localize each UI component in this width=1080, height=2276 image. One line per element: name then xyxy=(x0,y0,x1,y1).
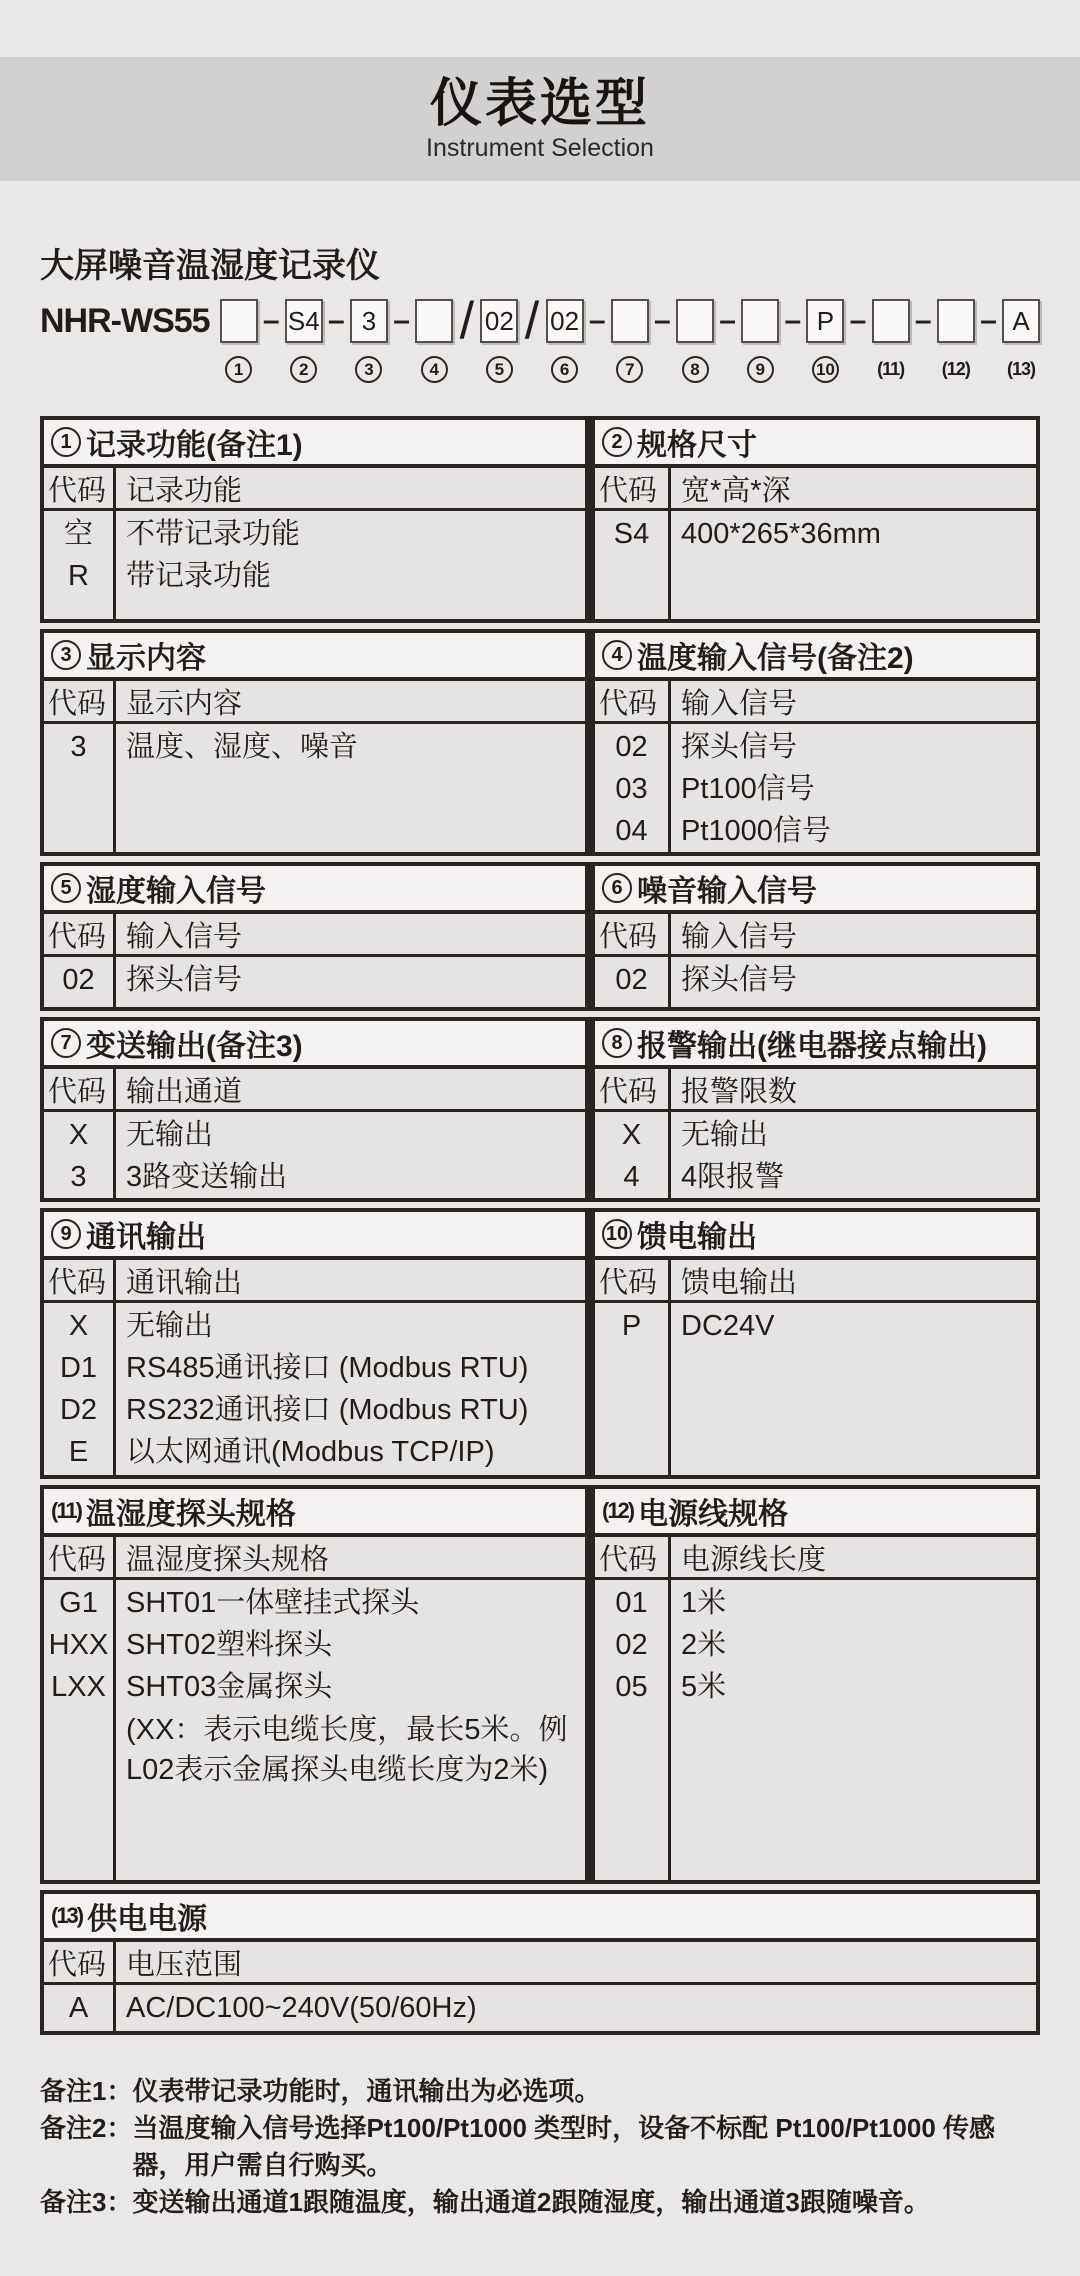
model-slot-13 xyxy=(1002,299,1040,383)
slot-index-10: 10 xyxy=(812,356,839,383)
model-box-6: 02 xyxy=(546,299,584,343)
code-column-header: 代码 xyxy=(44,1942,116,1982)
section-number: 4 xyxy=(602,640,632,670)
section-title: 噪音输入信号 xyxy=(637,875,817,908)
section-alarm-output xyxy=(590,1017,1040,1202)
section-title: 供电电源 xyxy=(87,1903,208,1936)
note-text: 变送输出通道1跟随温度，输出通道2跟随湿度，输出通道3跟随噪音。 xyxy=(132,2187,930,2217)
section-title: 湿度输入信号 xyxy=(86,875,266,908)
model-box-4 xyxy=(415,299,453,343)
desc-value: Pt100信号 xyxy=(681,773,815,805)
column-header-row xyxy=(595,914,1036,957)
separator: – xyxy=(980,304,997,337)
desc-value: AC/DC100~240V(50/60Hz) xyxy=(126,1992,477,2024)
section-number: 9 xyxy=(51,1219,81,1249)
section-feed-output xyxy=(590,1208,1040,1479)
section-number: 6 xyxy=(602,873,632,903)
desc-column-header: 通讯输出 xyxy=(126,1266,243,1299)
code-column-header: 代码 xyxy=(44,468,116,508)
desc-column-header: 输入信号 xyxy=(681,920,798,953)
selection-table xyxy=(40,416,1040,2035)
separator: / xyxy=(459,292,475,350)
code-value: G1 xyxy=(59,1587,98,1619)
desc-value: 无输出 xyxy=(681,1119,769,1151)
code-value: HXX xyxy=(48,1629,109,1661)
section-title: 温度输入信号(备注2) xyxy=(637,642,914,675)
column-header-row xyxy=(595,1069,1036,1112)
section-title: 电源线规格 xyxy=(638,1498,789,1531)
slot-index-12: (12) xyxy=(941,359,970,379)
product-title: 大屏噪音温湿度记录仪 xyxy=(40,247,380,285)
desc-value: 无输出 xyxy=(126,1310,214,1342)
section-number: 1 xyxy=(51,427,81,457)
page-subtitle: Instrument Selection xyxy=(426,133,654,162)
slot-index-6: 6 xyxy=(551,356,578,383)
slot-index-11: (11) xyxy=(877,359,905,379)
section-number: 2 xyxy=(602,427,632,457)
code-column-header: 代码 xyxy=(44,914,116,954)
desc-column-header: 输出通道 xyxy=(126,1075,243,1108)
model-slot-12 xyxy=(937,299,975,383)
section-number: (11) xyxy=(51,1498,81,1523)
model-slot-7 xyxy=(611,299,649,383)
desc-value: 2米 xyxy=(681,1629,727,1661)
slot-index-4: 4 xyxy=(421,356,448,383)
column-header-row xyxy=(44,1069,585,1112)
section-power-supply xyxy=(40,1890,1040,2035)
code-value: LXX xyxy=(51,1671,106,1703)
section-display-content xyxy=(40,629,590,856)
desc-value: 探头信号 xyxy=(681,964,798,996)
model-slot-1 xyxy=(220,299,258,383)
desc-value: 1米 xyxy=(681,1587,727,1619)
section-header xyxy=(44,1489,585,1537)
code-value: 02 xyxy=(62,964,95,996)
code-value: 3 xyxy=(70,1161,87,1193)
code-value: 3 xyxy=(70,731,87,763)
desc-value: 400*265*36mm xyxy=(681,518,881,550)
column-header-row xyxy=(44,1942,1036,1985)
code-value: D2 xyxy=(59,1394,98,1426)
desc-column-header: 报警限数 xyxy=(681,1075,798,1108)
code-column-header: 代码 xyxy=(595,681,671,721)
desc-value: RS232通讯接口 (Modbus RTU) xyxy=(126,1394,529,1426)
section-number: (12) xyxy=(602,1498,634,1523)
desc-value: 带记录功能 xyxy=(126,560,272,592)
note-2 xyxy=(40,2110,1040,2184)
slot-index-9: 9 xyxy=(747,356,774,383)
section-title: 报警输出(继电器接点输出) xyxy=(637,1030,987,1063)
section-number: 3 xyxy=(51,640,81,670)
model-slot-8 xyxy=(676,299,714,383)
model-box-3: 3 xyxy=(350,299,388,343)
desc-value: 温度、湿度、噪音 xyxy=(126,731,359,763)
probe-spec-note: (XX：表示电缆长度，最长5米。例L02表示金属探头电缆长度为2米) xyxy=(126,1714,568,1786)
section-header xyxy=(44,1894,1036,1942)
section-communication-output xyxy=(40,1208,590,1479)
code-value: X xyxy=(68,1119,89,1151)
separator: – xyxy=(262,304,280,337)
code-value: 02 xyxy=(615,964,648,996)
desc-column-header: 显示内容 xyxy=(126,687,243,720)
desc-value: SHT02塑料探头 xyxy=(126,1629,333,1661)
code-value: X xyxy=(68,1310,89,1342)
column-header-row xyxy=(595,681,1036,724)
code-value: 04 xyxy=(615,815,648,847)
desc-value: DC24V xyxy=(681,1310,775,1342)
code-column-header: 代码 xyxy=(595,1260,671,1300)
desc-value: 5米 xyxy=(681,1671,727,1703)
desc-column-header: 馈电输出 xyxy=(681,1266,798,1299)
code-column-header: 代码 xyxy=(595,468,671,508)
model-box-7 xyxy=(611,299,649,343)
section-header xyxy=(44,866,585,914)
section-header xyxy=(595,1489,1036,1537)
desc-value: 以太网通讯(Modbus TCP/IP) xyxy=(126,1436,495,1468)
code-value: 05 xyxy=(615,1671,648,1703)
code-column-header: 代码 xyxy=(44,681,116,721)
section-header xyxy=(44,420,585,468)
separator: – xyxy=(393,304,410,337)
separator: – xyxy=(328,304,345,337)
model-slot-5 xyxy=(480,299,518,383)
code-column-header: 代码 xyxy=(44,1069,116,1109)
code-column-header: 代码 xyxy=(595,914,671,954)
column-header-row xyxy=(44,681,585,724)
section-probe-spec xyxy=(40,1485,590,1884)
model-box-2: S4 xyxy=(285,299,323,343)
section-title: 温湿度探头规格 xyxy=(85,1498,296,1531)
footer-notes xyxy=(0,2073,1080,2221)
note-text: 仪表带记录功能时，通讯输出为必选项。 xyxy=(132,2076,601,2106)
code-value: X xyxy=(621,1119,642,1151)
slot-index-1: 1 xyxy=(225,356,252,383)
model-box-1 xyxy=(220,299,258,343)
code-value: 4 xyxy=(623,1161,640,1193)
model-box-11 xyxy=(872,299,910,343)
desc-column-header: 电源线长度 xyxy=(681,1543,827,1576)
note-text: 当温度输入信号选择Pt100/Pt1000 类型时，设备不标配 Pt100/Pt1000 传感器，用户需自行购买。 xyxy=(132,2113,996,2180)
code-value: 02 xyxy=(615,1629,648,1661)
model-slot-9 xyxy=(741,299,779,383)
code-value: S4 xyxy=(613,518,650,550)
model-box-12 xyxy=(937,299,975,343)
page-title: 仪表选型 xyxy=(429,74,650,133)
code-value: 01 xyxy=(615,1587,648,1619)
page-banner xyxy=(0,57,1080,181)
desc-column-header: 电压范围 xyxy=(126,1948,243,1981)
section-header xyxy=(595,633,1036,681)
section-header xyxy=(595,420,1036,468)
separator: / xyxy=(524,292,540,350)
slot-index-2: 2 xyxy=(290,356,317,383)
code-value: P xyxy=(621,1310,642,1342)
desc-value: SHT03金属探头 xyxy=(126,1671,333,1703)
slot-index-13: (13) xyxy=(1007,359,1036,379)
code-value: D1 xyxy=(59,1352,98,1384)
desc-column-header: 宽*高*深 xyxy=(681,474,791,507)
section-number: 5 xyxy=(51,873,81,903)
model-box-10: P xyxy=(806,299,844,343)
desc-value: SHT01一体壁挂式探头 xyxy=(126,1587,420,1619)
section-record-function xyxy=(40,416,590,623)
model-slot-11 xyxy=(872,299,910,383)
model-prefix: NHR-WS55 xyxy=(40,302,210,340)
model-slot-6 xyxy=(546,299,584,383)
section-transmit-output xyxy=(40,1017,590,1202)
column-header-row xyxy=(44,468,585,511)
section-temperature-input xyxy=(590,629,1040,856)
separator: – xyxy=(588,304,606,337)
section-header xyxy=(595,866,1036,914)
model-code-diagram xyxy=(40,292,1040,383)
model-box-5: 02 xyxy=(480,299,518,343)
desc-column-header: 输入信号 xyxy=(126,920,243,953)
section-header xyxy=(595,1212,1036,1260)
section-header xyxy=(44,1212,585,1260)
desc-value: 3路变送输出 xyxy=(126,1161,288,1193)
section-title: 馈电输出 xyxy=(637,1221,757,1254)
model-slot-4 xyxy=(415,299,453,383)
column-header-row xyxy=(44,1537,585,1580)
slot-index-5: 5 xyxy=(486,356,513,383)
code-value: 03 xyxy=(615,773,648,805)
section-humidity-input xyxy=(40,862,590,1011)
slot-index-8: 8 xyxy=(682,356,709,383)
section-header xyxy=(44,633,585,681)
separator: – xyxy=(654,304,671,337)
note-label: 备注3： xyxy=(40,2187,133,2217)
section-number: (13) xyxy=(51,1903,83,1928)
code-value: E xyxy=(68,1436,89,1468)
section-number: 8 xyxy=(602,1028,632,1058)
model-box-13: A xyxy=(1002,299,1040,343)
model-box-8 xyxy=(676,299,714,343)
desc-column-header: 输入信号 xyxy=(681,687,798,720)
section-header xyxy=(44,1021,585,1069)
section-title: 记录功能(备注1) xyxy=(86,429,303,462)
note-3 xyxy=(40,2184,1040,2221)
column-header-row xyxy=(595,1260,1036,1303)
desc-value: RS485通讯接口 (Modbus RTU) xyxy=(126,1352,529,1384)
desc-value: 探头信号 xyxy=(681,731,798,763)
separator: – xyxy=(784,304,802,337)
desc-column-header: 温湿度探头规格 xyxy=(126,1543,330,1576)
model-slot-10 xyxy=(806,299,844,383)
desc-value: 4限报警 xyxy=(681,1161,785,1193)
section-dimensions xyxy=(590,416,1040,623)
code-column-header: 代码 xyxy=(595,1537,671,1577)
separator: – xyxy=(849,304,867,337)
section-noise-input xyxy=(590,862,1040,1011)
model-box-9 xyxy=(741,299,779,343)
section-title: 通讯输出 xyxy=(86,1221,206,1254)
code-column-header: 代码 xyxy=(44,1260,116,1300)
separator: – xyxy=(914,304,932,337)
code-column-header: 代码 xyxy=(44,1537,116,1577)
desc-column-header: 记录功能 xyxy=(126,474,243,507)
column-header-row xyxy=(44,1260,585,1303)
desc-value: 无输出 xyxy=(126,1119,214,1151)
desc-value: 探头信号 xyxy=(126,964,243,996)
note-1 xyxy=(40,2073,1040,2110)
section-number: 7 xyxy=(51,1028,81,1058)
column-header-row xyxy=(44,914,585,957)
section-header xyxy=(595,1021,1036,1069)
note-label: 备注1： xyxy=(40,2076,133,2106)
model-slot-3 xyxy=(350,299,388,383)
section-power-cord-spec xyxy=(590,1485,1040,1884)
model-slot-2 xyxy=(285,299,323,383)
code-value: A xyxy=(68,1992,89,2024)
column-header-row xyxy=(595,1537,1036,1580)
section-number: 10 xyxy=(602,1219,632,1249)
section-title: 变送输出(备注3) xyxy=(86,1030,303,1063)
desc-value: 不带记录功能 xyxy=(126,518,301,550)
code-value: 02 xyxy=(615,731,648,763)
code-value: 空 xyxy=(63,518,93,550)
desc-value: Pt1000信号 xyxy=(681,815,831,847)
code-column-header: 代码 xyxy=(595,1069,671,1109)
column-header-row xyxy=(595,468,1036,511)
section-title: 显示内容 xyxy=(86,642,206,675)
separator: – xyxy=(719,304,736,337)
slot-index-3: 3 xyxy=(355,356,382,383)
code-value: R xyxy=(68,560,89,592)
slot-index-7: 7 xyxy=(616,356,643,383)
note-label: 备注2： xyxy=(40,2113,133,2143)
section-title: 规格尺寸 xyxy=(637,429,757,462)
